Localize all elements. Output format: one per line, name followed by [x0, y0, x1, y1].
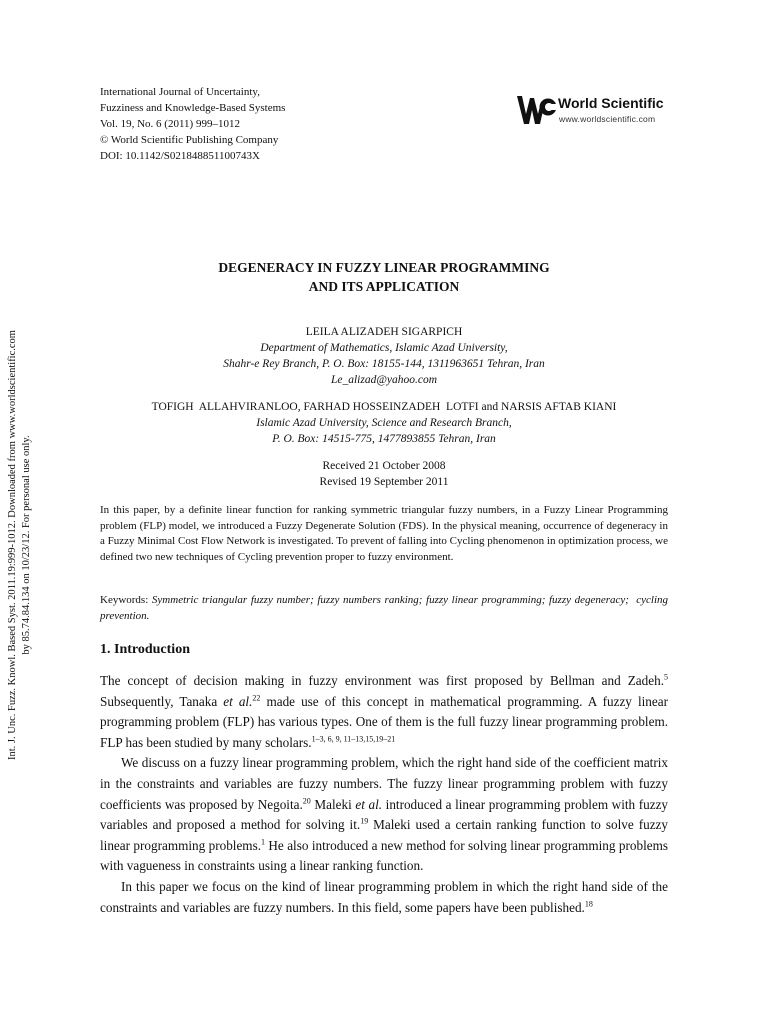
download-stamp-line-1: Int. J. Unc. Fuzz. Knowl. Based Syst. 2011.19:999-1012. Downloaded from www.worldscientific.com [7, 330, 18, 760]
author-names: TOFIGH ALLAHVIRANLOO, FARHAD HOSSEINZADEH LOTFI and NARSIS AFTAB KIANI [151, 401, 617, 413]
citation-superscript: 1–3, 6, 9, 11–13,15,19–21 [311, 734, 396, 744]
paragraph-italic-text: et al. [223, 693, 253, 709]
journal-name-line-1: International Journal of Uncertainty, [100, 86, 260, 98]
section-heading: 1. Introduction [100, 642, 190, 657]
journal-name-line-2: Fuzziness and Knowledge-Based Systems [100, 102, 286, 114]
paragraph-text: We discuss on a fuzzy linear programming problem, which the right hand side of the coefficient matrix in the constraints and variables are fuzzy numbers. The fuzzy linear programming problem with fuzzy coefficients was proposed by Negoita. [100, 755, 668, 812]
paragraph-text: Maleki used a certain ranking function to solve fuzzy linear programming problems. [100, 817, 668, 853]
journal-volume: Vol. 19, No. 6 (2011) 999–1012 [100, 118, 240, 130]
author-affiliation-1: Islamic Azad University, Science and Research Branch, [256, 417, 512, 429]
keywords-text: Symmetric triangular fuzzy number; fuzzy numbers ranking; fuzzy linear programming; fuzzy degeneracy; cycling prevention. [100, 594, 671, 622]
paragraph-text: He also introduced a new method for solving linear programming problems with vagueness in constraints using a linear ranking function. [100, 837, 668, 874]
keywords [100, 593, 671, 624]
citation-superscript: 5 [664, 672, 668, 682]
publisher-url: www.worldscientific.com [559, 114, 656, 124]
citation-superscript: 20 [302, 796, 311, 806]
paragraph-text: In this paper we focus on the kind of linear programming problem in which the right hand side of the constraints and variables are fuzzy numbers. In this field, some papers have been published. [100, 878, 668, 915]
paragraph-3 [100, 877, 668, 918]
revised-date: Revised 19 September 2011 [319, 476, 449, 488]
journal-doi: DOI: 10.1142/S021848851100743X [100, 150, 260, 162]
citation-superscript: 19 [360, 816, 369, 826]
paragraph-italic-text: et al. [355, 796, 383, 812]
paragraph-text: introduced a linear programming problem with fuzzy variables and proposed a method for solving it. [100, 796, 669, 833]
download-stamp [0, 0, 40, 1024]
submission-dates [90, 458, 678, 490]
citation-superscript: 1 [261, 837, 265, 847]
world-scientific-logo-icon [516, 90, 558, 128]
author-affiliation-2: Shahr-e Rey Branch, P. O. Box: 18155-144, 1311963651 Tehran, Iran [223, 358, 545, 370]
paragraph-text: Subsequently, Tanaka [100, 693, 224, 709]
author-email: Le_alizad@yahoo.com [330, 374, 438, 386]
author-affiliation-2: P. O. Box: 14515-775, 1477893855 Tehran, Iran [272, 433, 496, 445]
paragraph-text: The concept of decision making in fuzzy environment was first proposed by Bellman and Zadeh. [100, 673, 664, 688]
paragraph-1 [100, 671, 668, 753]
publisher-logo [516, 90, 686, 128]
citation-superscript: 18 [584, 899, 593, 909]
paper-title [100, 258, 668, 296]
paper-title-line-2: AND ITS APPLICATION [308, 279, 460, 294]
paragraph-2 [100, 753, 668, 877]
paper-title-line-1: DEGENERACY IN FUZZY LINEAR PROGRAMMING [218, 260, 550, 275]
author-group-1 [90, 324, 678, 388]
author-group-2 [90, 399, 678, 447]
author-affiliation-1: Department of Mathematics, Islamic Azad University, [260, 342, 508, 354]
body-text [100, 671, 668, 918]
citation-superscript: 22 [252, 693, 261, 703]
publisher-name: World Scientific [558, 95, 664, 111]
abstract: In this paper, by a definite linear function for ranking symmetric triangular fuzzy numbers, in a Fuzzy Linear Programming problem (FLP) model, we introduced a Fuzzy Degenerate Solution (FDS). In the physical meaning, occurrence of degeneracy in a Fuzzy Minimal Cost Flow Network is investigated. To prevent of falling into Cycling phenomenon in optimization process, we defined two new techniques of Cycling prevention proper to fuzzy environment. [100, 504, 668, 563]
paragraph-text: Maleki [310, 796, 356, 812]
received-date: Received 21 October 2008 [322, 460, 446, 472]
journal-info [100, 84, 285, 164]
journal-copyright: © World Scientific Publishing Company [100, 134, 279, 146]
author-name: LEILA ALIZADEH SIGARPICH [305, 326, 463, 338]
paragraph-text: made use of this concept in mathematical programming. A fuzzy linear programming problem (FLP) has various types. One of them is the full fuzzy linear programming problem. FLP has been studied by many scholars. [100, 693, 668, 750]
keywords-label: Keywords: [100, 594, 149, 606]
download-stamp-line-2: by 85.74.84.134 on 10/23/12. For personal use only. [21, 435, 32, 655]
